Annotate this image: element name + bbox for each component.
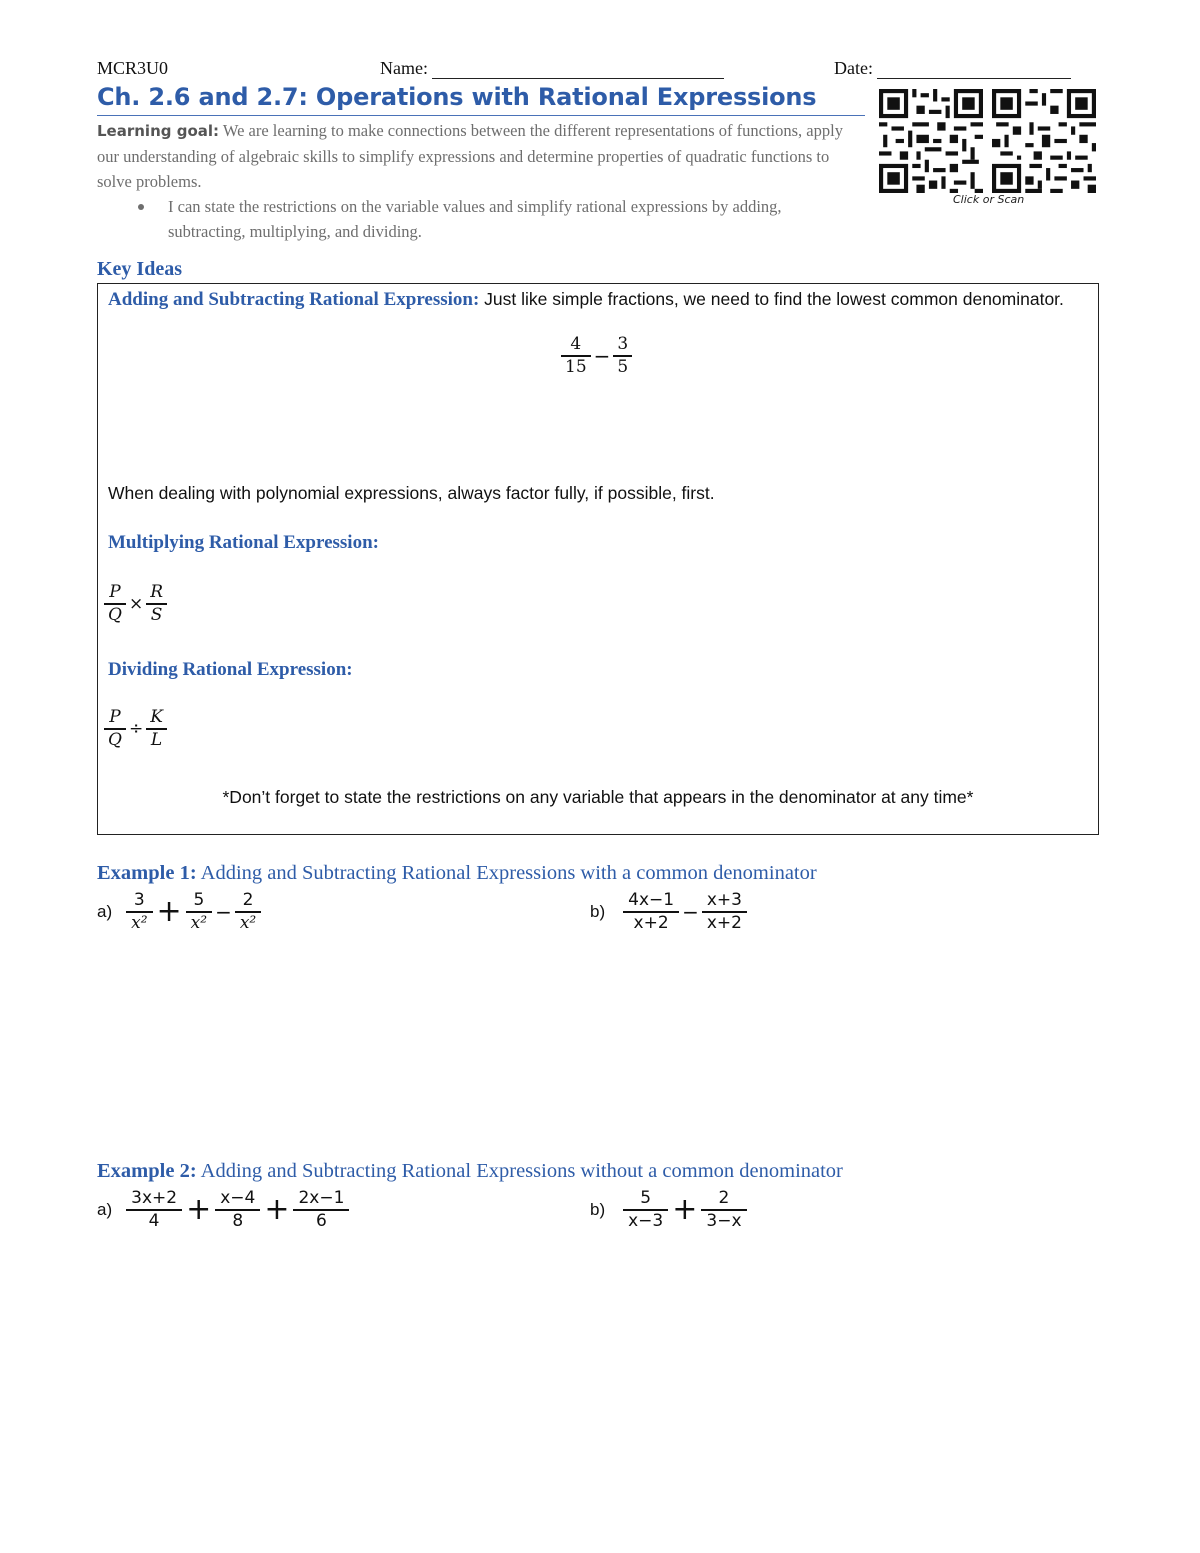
numerator: 2x−1: [298, 1188, 345, 1208]
learning-goal-label: Learning goal:: [97, 122, 220, 140]
numerator: 3: [617, 334, 629, 354]
adding-text: Just like simple fractions, we need to find the lowest common denominator.: [479, 289, 1064, 309]
denominator: 8: [232, 1211, 244, 1232]
fraction: [623, 1188, 668, 1233]
operator: ×: [128, 594, 144, 615]
example-1-title: Adding and Subtracting Rational Expressions with a common denominator: [196, 862, 817, 884]
polynomial-note: When dealing with polynomial expressions, always factor fully, if possible, first.: [108, 483, 715, 503]
fraction: [126, 1188, 182, 1233]
example-1-heading: [97, 862, 817, 885]
key-ideas-heading: Key Ideas: [97, 258, 182, 280]
operator: +: [672, 1192, 698, 1228]
numerator: x+3: [706, 890, 742, 910]
denominator: 5: [617, 357, 629, 378]
denominator: 6: [316, 1211, 327, 1232]
course-code: MCR3U0: [97, 58, 169, 78]
fraction: [186, 890, 212, 935]
date-blank[interactable]: [877, 62, 1071, 79]
denominator: 4: [148, 1211, 160, 1232]
fraction: [561, 334, 591, 379]
part-label: b): [590, 902, 606, 922]
adding-example: [561, 334, 632, 379]
page-title: Ch. 2.6 and 2.7: Operations with Rational Expressions: [97, 83, 817, 111]
key-ideas-box: [97, 283, 1099, 835]
numerator: R: [150, 582, 163, 602]
fraction: [126, 890, 152, 935]
denominator: S: [150, 605, 163, 626]
fraction: [215, 1188, 260, 1233]
numerator: x−4: [220, 1188, 256, 1208]
denominator: x²: [239, 913, 257, 934]
operator: ÷: [128, 719, 144, 740]
title-divider: [97, 115, 865, 116]
bullet-icon: [138, 204, 144, 210]
adding-label: Adding and Subtracting Rational Expression:: [108, 289, 480, 310]
operator: +: [186, 1192, 212, 1228]
example-2-title: Adding and Subtracting Rational Expressions without a common denominator: [196, 1160, 843, 1182]
example-2-label: Example 2:: [97, 1160, 197, 1182]
fraction: [293, 1188, 349, 1233]
fraction: [235, 890, 261, 935]
fraction: [104, 707, 126, 752]
fraction: [146, 707, 167, 752]
restrictions-reminder: *Don’t forget to state the restrictions on any variable that appears in the denominator at any time*: [222, 787, 974, 807]
numerator: 3x+2: [131, 1188, 178, 1208]
numerator: 3: [133, 890, 145, 910]
qr-code-icon[interactable]: [992, 89, 1096, 193]
operator: +: [156, 894, 182, 930]
name-field[interactable]: [380, 58, 724, 79]
example-2a: [97, 1188, 349, 1233]
denominator: x+2: [633, 913, 669, 934]
adding-rule: [108, 286, 1086, 313]
fraction: [104, 582, 126, 627]
part-label: a): [97, 902, 113, 922]
fraction: [613, 334, 632, 379]
fraction: [623, 890, 679, 935]
numerator: K: [150, 707, 163, 727]
date-field[interactable]: [834, 58, 1071, 79]
multiplying-example: [104, 582, 167, 627]
fraction: [701, 1188, 746, 1233]
denominator: Q: [108, 605, 122, 626]
name-label: Name:: [380, 58, 428, 78]
fraction: [146, 582, 167, 627]
example-1a: [97, 890, 261, 935]
part-label: a): [97, 1200, 113, 1220]
numerator: 2: [242, 890, 254, 910]
operator: −: [593, 344, 611, 369]
success-criteria-text: I can state the restrictions on the variable values and simplify rational expressions by adding, subtracting, multiplying, and dividing.: [168, 197, 782, 241]
numerator: P: [109, 582, 121, 602]
dividing-label: Dividing Rational Expression:: [108, 659, 353, 680]
denominator: Q: [108, 730, 122, 751]
part-label: b): [590, 1200, 606, 1220]
denominator: x+2: [706, 913, 742, 934]
success-criteria: [140, 194, 860, 244]
numerator: 2: [718, 1188, 730, 1208]
denominator: x²: [190, 913, 208, 934]
multiplying-label: Multiplying Rational Expression:: [108, 532, 379, 553]
example-1b: [590, 890, 747, 935]
denominator: 15: [565, 357, 587, 378]
name-blank[interactable]: [432, 62, 724, 79]
example-2-heading: [97, 1160, 843, 1183]
date-label: Date:: [834, 58, 873, 78]
learning-goal-text: We are learning to make connections between the different representations of functions, apply our understanding of algebraic skills to simplify expressions and determine properties of quadratic functions to solve problems.: [97, 121, 843, 191]
denominator: 3−x: [706, 1211, 742, 1232]
operator: +: [264, 1192, 290, 1228]
operator: −: [215, 900, 232, 925]
denominator: L: [150, 730, 163, 751]
example-2b: [590, 1188, 747, 1233]
qr-caption: Click or Scan: [953, 193, 1025, 206]
numerator: P: [109, 707, 121, 727]
operator: −: [682, 900, 699, 925]
numerator: 5: [640, 1188, 652, 1208]
fraction: [702, 890, 747, 935]
numerator: 4x−1: [628, 890, 675, 910]
denominator: x²: [131, 913, 148, 934]
dividing-example: [104, 707, 167, 752]
example-1-label: Example 1:: [97, 862, 197, 884]
qr-code-icon[interactable]: [879, 89, 983, 193]
learning-goal: [97, 118, 857, 194]
numerator: 4: [570, 334, 582, 354]
numerator: 5: [193, 890, 205, 910]
denominator: x−3: [628, 1211, 664, 1232]
